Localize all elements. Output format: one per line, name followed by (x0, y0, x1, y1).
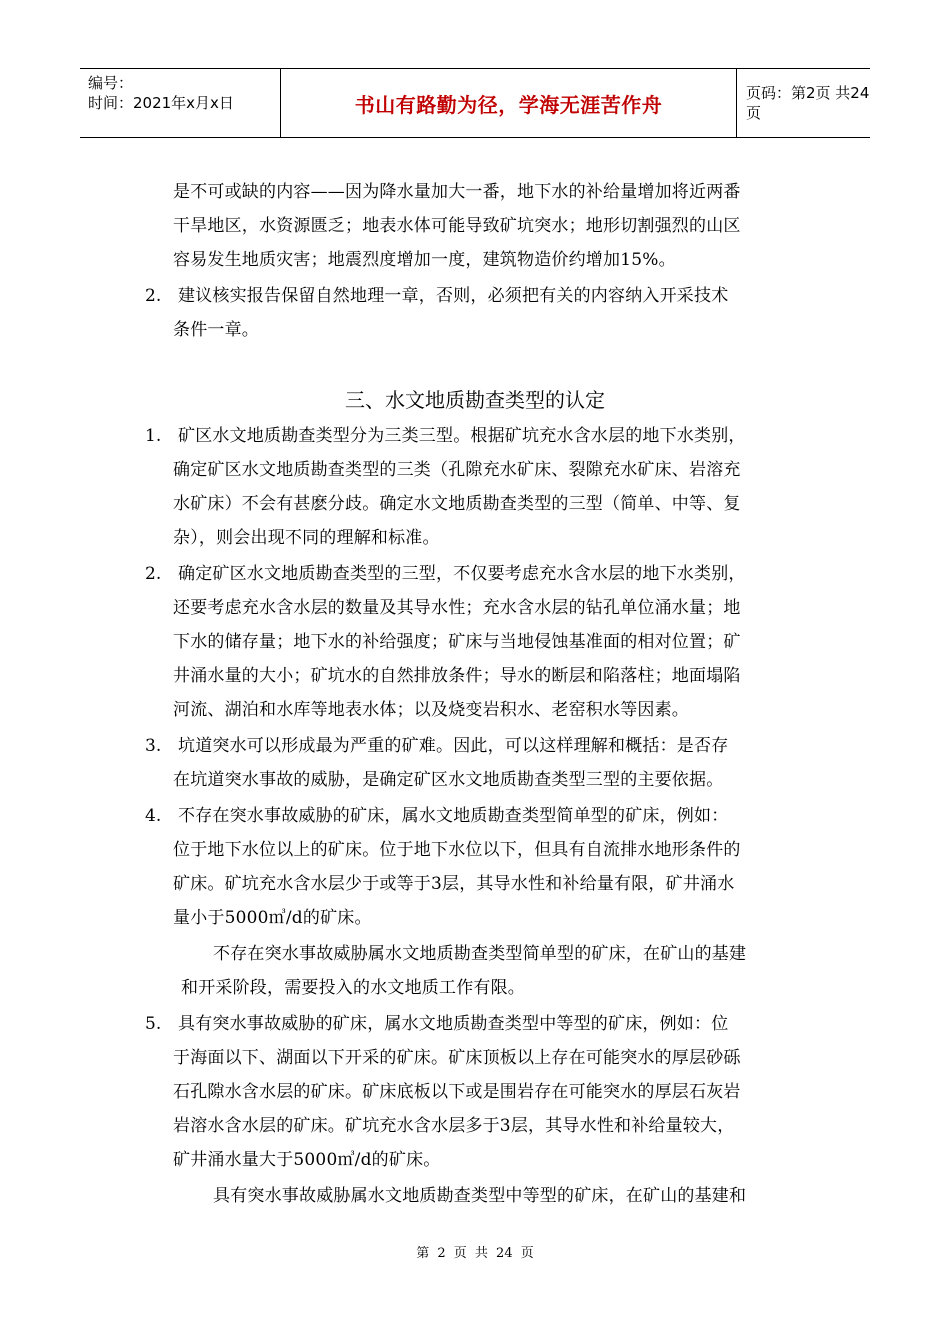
body-line: 矿床。矿坑充水含水层少于或等于3层，其导水性和补给量有限，矿井涌水 (173, 874, 735, 894)
body-line: 还要考虑充水含水层的数量及其导水性；充水含水层的钻孔单位涌水量；地 (173, 598, 741, 618)
number-label: 编号： (88, 74, 134, 92)
body-line: 不存在突水事故威胁属水文地质勘查类型简单型的矿床，在矿山的基建 (213, 944, 747, 964)
body-line: 容易发生地质灾害；地震烈度增加一度，建筑物造价约增加15%。 (173, 250, 676, 270)
body-line: 下水的储存量；地下水的补给强度；矿床与当地侵蚀基准面的相对位置；矿 (173, 632, 741, 652)
body-line: 河流、湖泊和水库等地表水体；以及烧变岩积水、老窑积水等因素。 (173, 700, 689, 720)
body-line: 是不可或缺的内容——因为降水量加大一番，地下水的补给量增加将近两番 (173, 182, 741, 202)
list-number: 5. (145, 1014, 162, 1034)
body-line: 确定矿区水文地质勘查类型的三类（孔隙充水矿床、裂隙充水矿床、岩溶充 (173, 460, 741, 480)
list-number: 2. (145, 564, 162, 584)
body-line: 在坑道突水事故的威胁，是确定矿区水文地质勘查类型三型的主要依据。 (173, 770, 724, 790)
list-number: 4. (145, 806, 162, 826)
body-line: 井涌水量的大小；矿坑水的自然排放条件；导水的断层和陷落柱；地面塌陷 (173, 666, 741, 686)
list-number: 1. (145, 426, 162, 446)
body-line: 具有突水事故威胁的矿床，属水文地质勘查类型中等型的矿床，例如：位 (178, 1014, 729, 1034)
page-header (80, 68, 870, 138)
body-line: 位于地下水位以上的矿床。位于地下水位以下，但具有自流排水地形条件的 (173, 840, 741, 860)
body-line: 量小于5000㎥/d的矿床。 (173, 908, 372, 928)
page-footer: 第 2 页 共 24 页 (416, 1246, 534, 1261)
body-line: 于海面以下、湖面以下开采的矿床。矿床顶板以上存在可能突水的厚层砂砾 (173, 1048, 741, 1068)
time-label: 时间：2021年x月x日 (88, 94, 234, 112)
list-number: 3. (145, 736, 162, 756)
body-line: 和开采阶段，需要投入的水文地质工作有限。 (181, 978, 525, 998)
body-line: 具有突水事故威胁属水文地质勘查类型中等型的矿床，在矿山的基建和 (213, 1186, 747, 1206)
header-page-cell (736, 69, 870, 137)
body-line: 水矿床）不会有甚麽分歧。确定水文地质勘查类型的三型（简单、中等、复 (173, 494, 741, 514)
body-line: 矿井涌水量大于5000㎥/d的矿床。 (173, 1150, 441, 1170)
body-line: 确定矿区水文地质勘查类型的三型，不仅要考虑充水含水层的地下水类别， (178, 564, 746, 584)
header-motto-cell (280, 69, 737, 137)
page-info: 页码：第2页 共24页 (746, 84, 870, 122)
section-title: 三、水文地质勘查类型的认定 (345, 388, 605, 412)
body-line: 条件一章。 (173, 320, 259, 340)
body-line: 干旱地区，水资源匮乏；地表水体可能导致矿坑突水；地形切割强烈的山区 (173, 216, 741, 236)
body-line: 坑道突水可以形成最为严重的矿难。因此，可以这样理解和概括：是否存 (178, 736, 729, 756)
body-line: 杂），则会出现不同的理解和标准。 (173, 528, 440, 548)
list-number: 2. (145, 286, 162, 306)
header-motto: 书山有路勤为径，学海无涯苦作舟 (354, 92, 663, 117)
body-line: 岩溶水含水层的矿床。矿坑充水含水层多于3层，其导水性和补给量较大， (173, 1116, 735, 1136)
body-line: 建议核实报告保留自然地理一章，否则，必须把有关的内容纳入开采技术 (178, 286, 729, 306)
body-line: 石孔隙水含水层的矿床。矿床底板以下或是围岩存在可能突水的厚层石灰岩 (173, 1082, 741, 1102)
header-meta-cell (80, 69, 280, 137)
body-line: 矿区水文地质勘查类型分为三类三型。根据矿坑充水含水层的地下水类别， (178, 426, 746, 446)
body-line: 不存在突水事故威胁的矿床，属水文地质勘查类型简单型的矿床，例如： (178, 806, 729, 826)
